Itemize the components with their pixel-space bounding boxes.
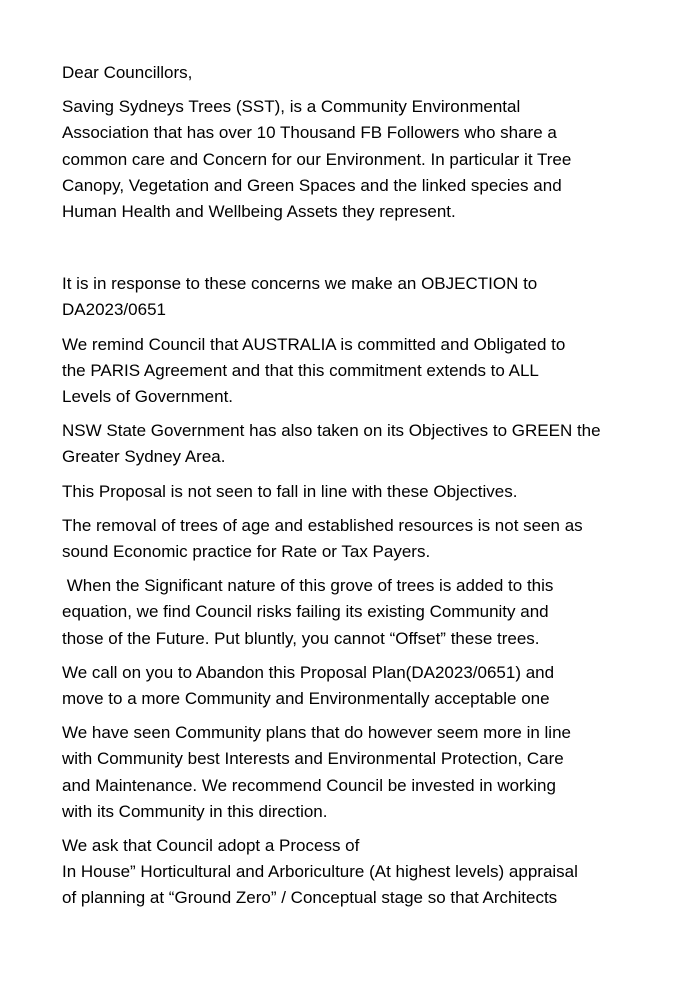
paragraph-abandon-proposal: We call on you to Abandon this Proposal Plan(DA2023/0651) and move to a more Community and Environmentally acceptable one [62,662,555,709]
paragraph-paris-agreement: We remind Council that AUSTRALIA is committed and Obligated to the PARIS Agreement and that this commitment extends to ALL Levels of Government. [62,334,566,407]
paragraph-not-in-line: This Proposal is not seen to fall in line with these Objectives. [62,481,518,501]
paragraph-economic-practice: The removal of trees of age and established resources is not seen as sound Economic practice for Rate or Tax Payers. [62,515,583,562]
paragraph-significant-grove: When the Significant nature of this grove of trees is added to this equation, we find Council risks failing its existing Community and those of the Future. Put bluntly, you cannot “Offset” these trees. [62,576,554,648]
paragraph-in-house-process: We ask that Council adopt a Process of In House” Horticultural and Arboriculture (At highest levels) appraisal of planning at “Ground Zero” / Conceptual stage so that Architects [62,836,578,908]
letter-page [62,60,662,920]
salutation: Dear Councillors, [62,63,193,82]
paragraph-intro: Saving Sydneys Trees (SST), is a Community Environmental Association that has over 10 Thousand FB Followers who share a common care and Concern for our Environment. In particular it Tree Canopy, Vegetation and Green Spaces and the linked species and Human Health and Wellbeing Assets they represent. [62,97,572,222]
paragraph-community-plans: We have seen Community plans that do however seem more in line with Community best Interests and Environmental Protection, Care and Maintenance. We recommend Council be invested in working with its Community in this direction. [62,723,571,821]
paragraph-objection: It is in response to these concerns we make an OBJECTION to DA2023/0651 [62,274,538,320]
paragraph-nsw-objectives: NSW State Government has also taken on its Objectives to GREEN the Greater Sydney Area. [62,421,601,467]
